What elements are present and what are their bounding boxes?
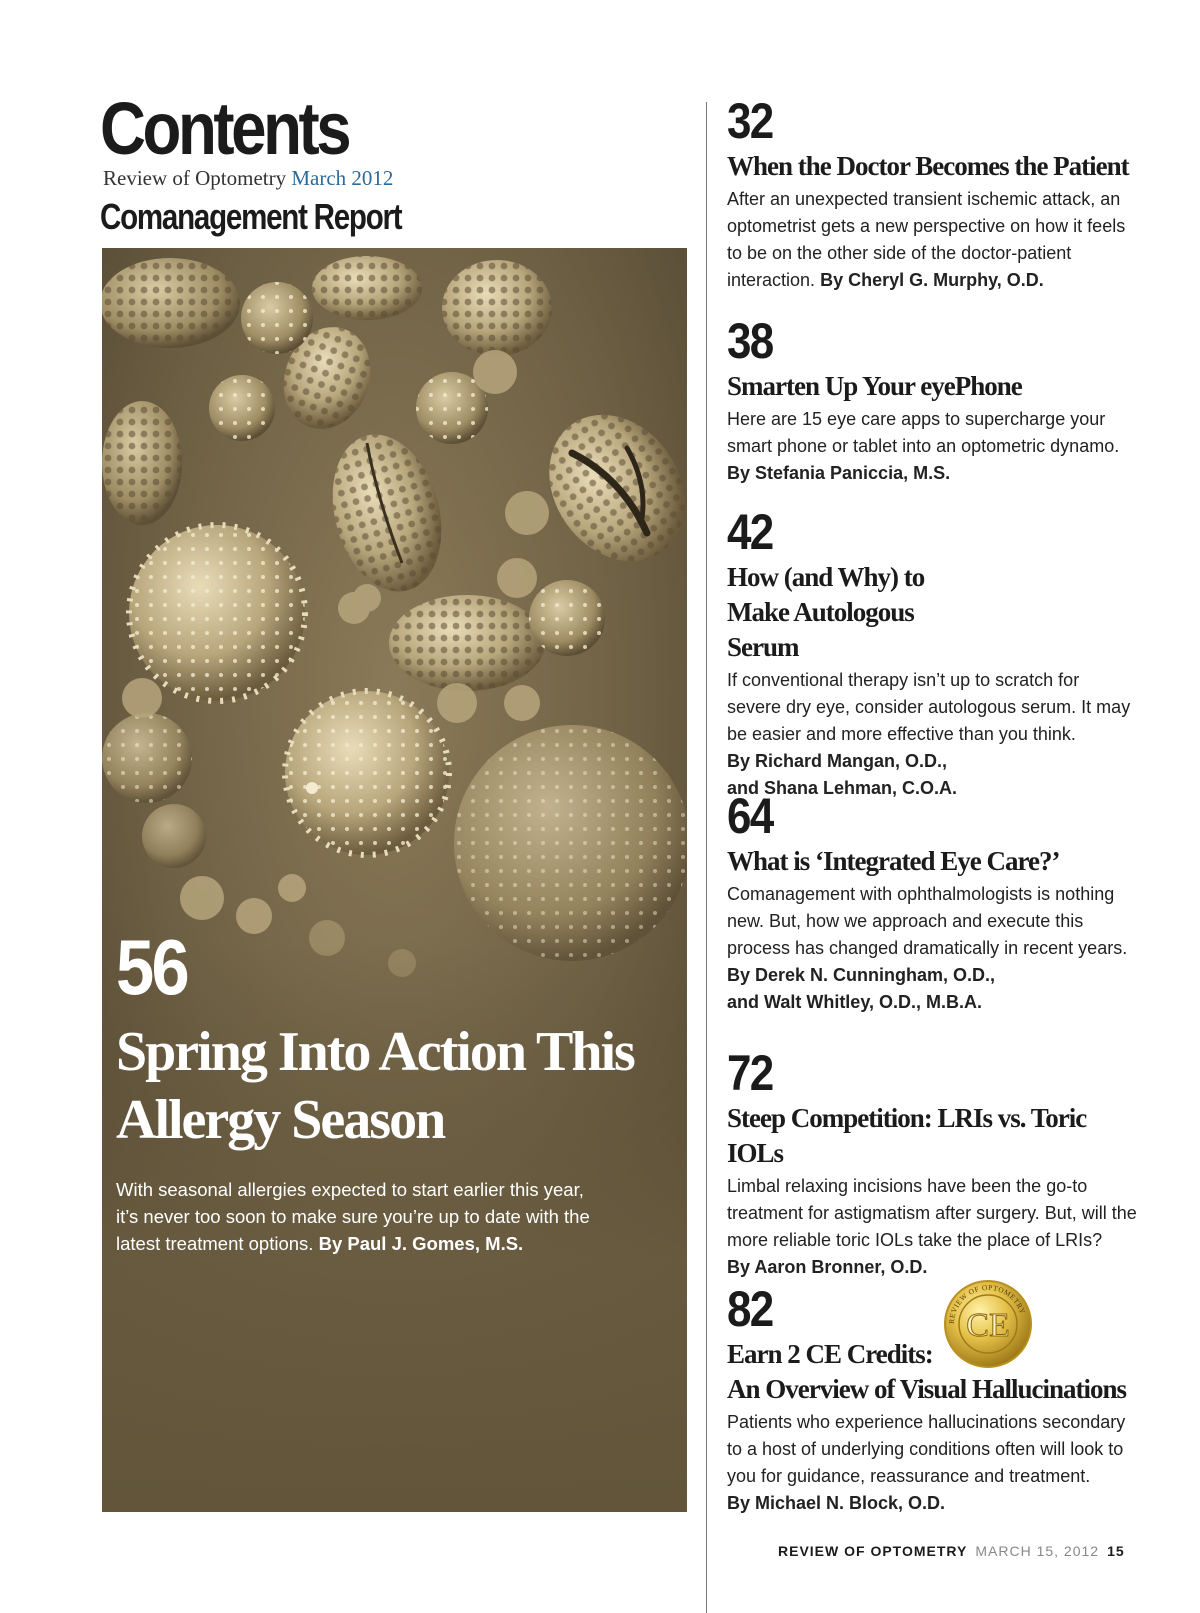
footer-page-number: 15 [1107,1543,1125,1559]
footer-date: MARCH 15, 2012 [975,1543,1100,1559]
article-byline: By Cheryl G. Murphy, O.D. [820,270,1044,290]
feature-story[interactable] [102,248,687,1512]
article-description-text: After an unexpected transient ischemic attack, an optometrist gets a new perspective on how it feels to be on the other side of the doctor-patient interaction. [727,189,1126,290]
article-title[interactable]: When the Doctor Becomes the Patient [727,151,1129,181]
article-byline: By Aaron Bronner, O.D. [727,1257,928,1277]
article-description [727,1409,1137,1517]
ce-seal-ring-text: REVIEW OF OPTOMETRY [946,1282,1028,1325]
article-title[interactable]: How (and Why) to Make Autologous Serum [727,562,925,662]
article-page-number: 64 [727,788,773,844]
ce-seal-icon [942,1278,1034,1370]
article-page-number: 38 [727,313,773,369]
article-page-number: 32 [727,93,773,149]
article-description [727,881,1137,1016]
ce-seal-text: CE [966,1307,1010,1344]
article-description [727,406,1137,487]
feature-title[interactable]: Spring Into Action This Allergy Season [116,1021,634,1151]
article-page-number: 72 [727,1045,773,1101]
section-title: Comanagement Report [100,196,402,237]
article-description-text: If conventional therapy isn’t up to scratch for severe dry eye, consider autologous serum. It may be easier and more effective than you think. [727,670,1131,744]
page-title: Contents [100,87,349,170]
column-divider [706,102,707,1613]
article-description [727,186,1137,294]
issue-date: March 2012 [291,166,394,190]
article-82[interactable] [727,1281,1137,1517]
article-page-number: 82 [727,1281,773,1337]
article-byline: By Derek N. Cunningham, O.D., [727,965,996,985]
article-description-text: Patients who experience hallucinations secondary to a host of underlying conditions often will look to you for guidance, reassurance and treatment. [727,1412,1126,1486]
article-byline: By Stefania Paniccia, M.S. [727,463,951,483]
pollen-photo [102,248,687,1512]
article-description [727,667,1137,802]
article-description-text: Limbal relaxing incisions have been the go-to treatment for astigmatism after surgery. But, will the more reliable toric IOLs take the place of LRIs? [727,1176,1137,1250]
feature-description-text: With seasonal allergies expected to start earlier this year, it’s never too soon to make sure you’re up to date with the latest treatment options. [116,1179,590,1254]
article-description-text: Here are 15 eye care apps to supercharge your smart phone or tablet into an optometric dynamo. [727,409,1120,456]
article-subtitle[interactable]: An Overview of Visual Hallucinations [727,1374,1127,1404]
article-title[interactable]: Steep Competition: LRIs vs. Toric IOLs [727,1103,1087,1168]
article-42[interactable] [727,504,1137,802]
article-title[interactable]: Earn 2 CE Credits: [727,1339,933,1369]
feature-byline: By Paul J. Gomes, M.S. [318,1233,524,1254]
article-72[interactable] [727,1045,1137,1281]
feature-page-number: 56 [116,923,188,1011]
footer-publication: REVIEW OF OPTOMETRY [778,1543,968,1559]
article-38[interactable] [727,313,1137,487]
publication-name: Review of Optometry [103,166,287,190]
article-title[interactable]: What is ‘Integrated Eye Care?’ [727,846,1060,876]
article-byline: By Richard Mangan, O.D., [727,751,948,771]
article-description [727,1173,1137,1281]
article-byline-second: and Walt Whitley, O.D., M.B.A. [727,992,982,1012]
article-page-number: 42 [727,504,773,560]
article-description-text: Comanagement with ophthalmologists is nothing new. But, how we approach and execute this process has changed dramatically in recent years. [727,884,1128,958]
article-byline-second: and Shana Lehman, C.O.A. [727,778,958,798]
article-title[interactable]: Smarten Up Your eyePhone [727,371,1022,401]
page-footer [778,1543,1125,1559]
article-byline: By Michael N. Block, O.D. [727,1493,946,1513]
article-32[interactable] [727,93,1137,294]
masthead [103,166,393,191]
feature-description [116,1176,596,1257]
